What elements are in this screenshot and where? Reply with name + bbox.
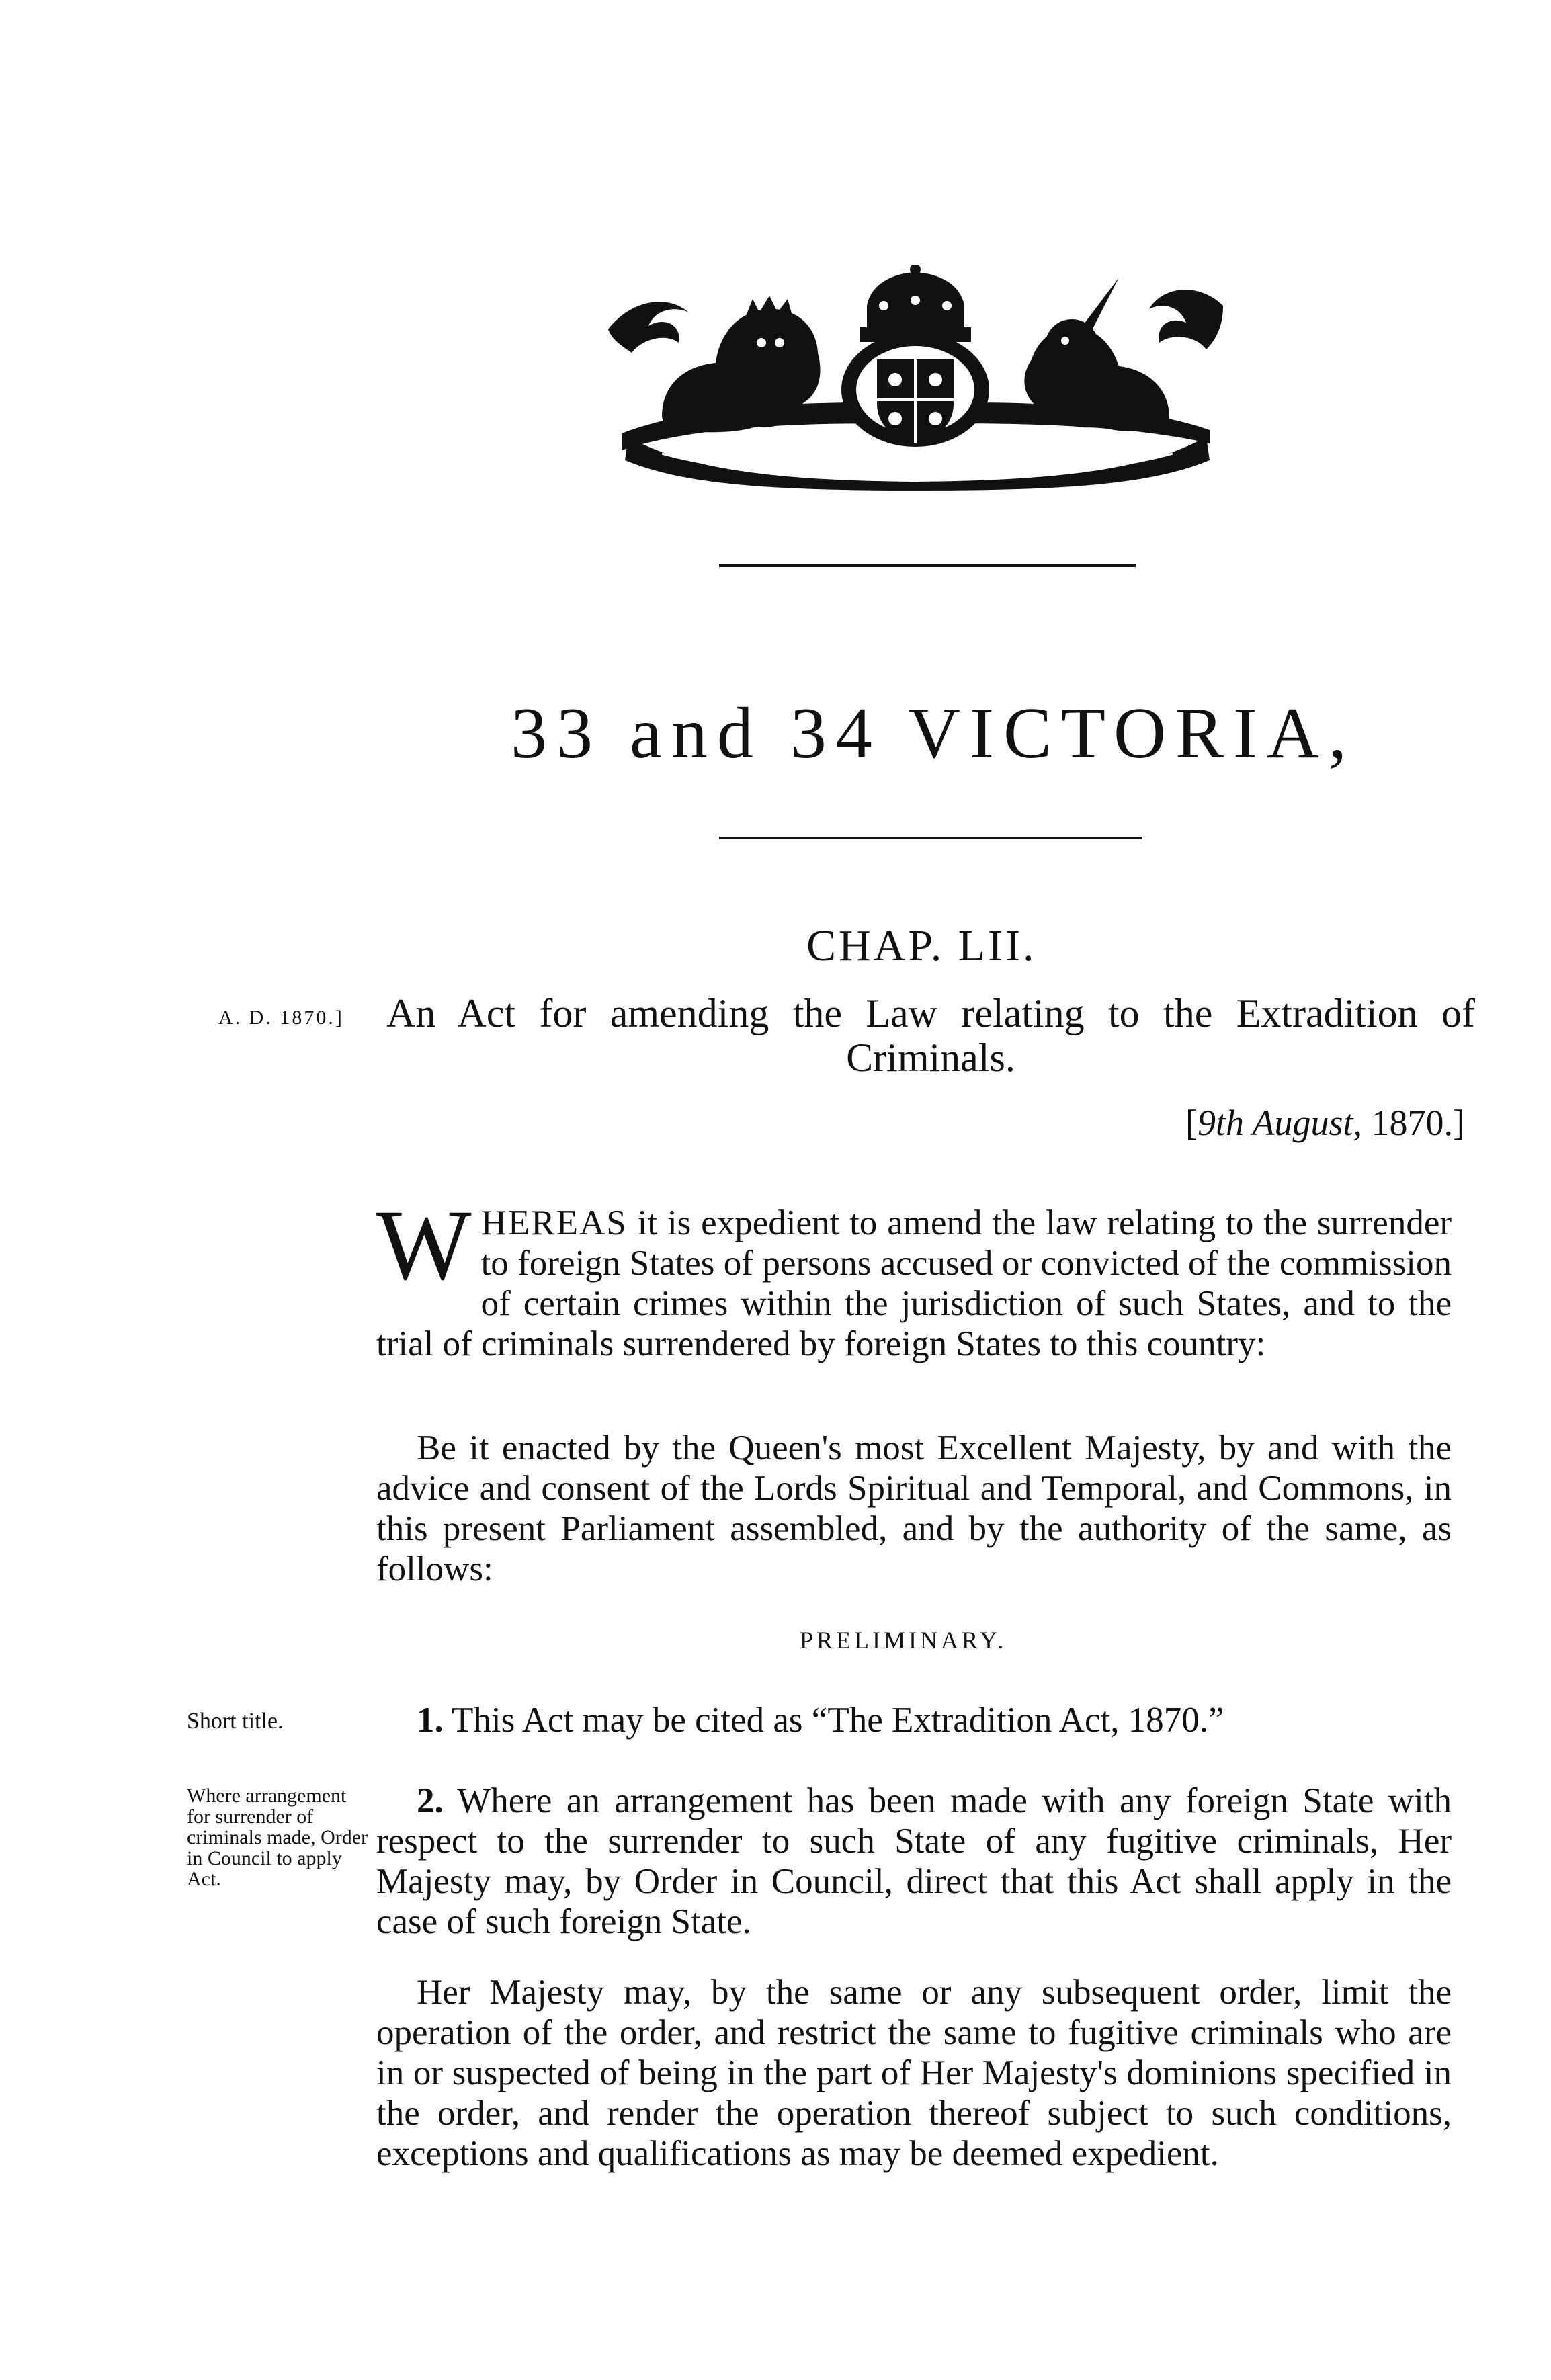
enacting-formula [376, 1428, 1452, 1589]
royal-coat-of-arms-emblem [601, 265, 1230, 491]
act-long-title: An Act for amending the Law relating to the Extradition of Criminals. [386, 991, 1475, 1080]
preamble [376, 1189, 1452, 1364]
preamble-text: it is expedient to amend the law relating to the surrender to foreign States of persons accused or convicted of the commission of certain crimes within the jurisdiction of such States, and to the trial of criminals surrendered by foreign States to this country: [376, 1203, 1452, 1363]
section-2-continuation-text: Her Majesty may, by the same or any subsequent order, limit the operation of the order, and restrict the same to fugitive criminals who are in or suspected of being in the part of Her Majesty's dominions specified in the order, and render the operation thereof subject to such conditions, exceptions and qualifications as may be deemed expedient. [376, 1973, 1452, 2173]
preamble-first-word: HEREAS [480, 1203, 628, 1242]
chapter-number: CHAP. LII. [806, 921, 1037, 970]
margin-note-arrangement: Where arrangement for surrender of criminals made, Order in Council to apply Act. [187, 1785, 368, 1890]
section-2 [376, 1781, 1452, 1942]
preliminary-heading: PRELIMINARY. [800, 1627, 1007, 1654]
section-2-text: Where an arrangement has been made with any foreign State with respect to the surrender to such State of any fugitive criminals, Her Majesty may, by Order in Council, direct that this Act shall apply in the case of such foreign State. [376, 1781, 1452, 1941]
preamble-drop-cap: W [376, 1189, 472, 1301]
section-2-continuation [376, 1972, 1452, 2174]
section-1-text: This Act may be cited as “The Extradition Act, 1870.” [452, 1701, 1224, 1740]
assent-date [1156, 1102, 1465, 1144]
regnal-year-title: 33 and 34 VICTORIA, [511, 693, 1356, 773]
margin-year: A. D. 1870.] [218, 1007, 344, 1029]
top-rule-divider [719, 564, 1136, 567]
assent-date-bracket: [ [1185, 1103, 1198, 1143]
section-1-number: 1. [417, 1701, 444, 1740]
margin-note-short-title: Short title. [187, 1709, 284, 1734]
assent-date-year: 1870.] [1371, 1103, 1465, 1143]
section-2-number: 2. [417, 1781, 444, 1820]
section-1 [376, 1700, 1452, 1740]
enacting-formula-text: Be it enacted by the Queen's most Excellent Majesty, by and with the advice and consent of the Lords Spiritual and Temporal, and Commons, in this present Parliament assembled, and by the authority of the same, as follows: [376, 1429, 1452, 1588]
assent-date-day: 9th August, [1197, 1103, 1363, 1143]
middle-rule-divider [719, 837, 1142, 839]
